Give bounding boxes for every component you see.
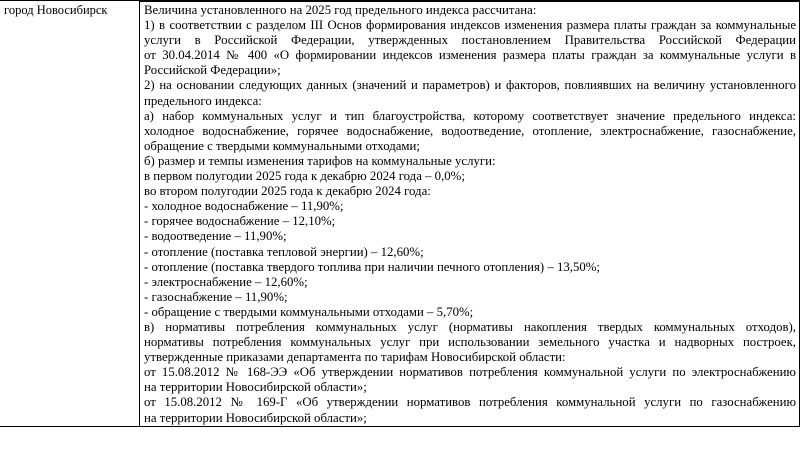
city-cell: город Новосибирск: [4, 3, 108, 17]
text-line: от 15.08.2012 № 168-ЭЭ «Об утверждении нормативов потребления коммунальной услуги по электроснабжению: [144, 365, 796, 380]
text-line: 2) на основании следующих данных (значений и параметров) и факторов, повлиявших на величину установленного: [144, 78, 796, 93]
text-line: утвержденные приказами департамента по тарифам Новосибирской области:: [144, 350, 566, 365]
text-line: в) нормативы потребления коммунальных услуг (нормативы накопления твердых коммунальных отходов),: [144, 319, 796, 334]
text-line: - отопление (поставка твердого топлива при наличии печного отопления) – 13,50%;: [144, 259, 600, 274]
text-line: 1) в соответствии с разделом III Основ формирования индексов изменения размера платы граждан за коммунальные: [144, 18, 796, 33]
column-divider: [139, 0, 140, 427]
text-line: предельного индекса:: [144, 93, 262, 108]
table-bottom-border: [0, 426, 800, 427]
text-line: услуги в Российской Федерации, утвержденных постановлением Правительства Российской Федерации: [144, 33, 796, 48]
text-line: - электроснабжение – 12,60%;: [144, 274, 308, 289]
text-line: от 15.08.2012 № 169-Г «Об утверждении нормативов потребления коммунальной услуги по газоснабжению: [144, 395, 796, 410]
text-line: - газоснабжение – 11,90%;: [144, 289, 288, 304]
text-line: обращение с твердыми коммунальными отходами;: [144, 138, 420, 153]
text-line: - отопление (поставка тепловой энергии) – 12,60%;: [144, 244, 424, 259]
text-line: на территории Новосибирской области»;: [144, 380, 367, 395]
text-line: на территории Новосибирской области»;: [144, 410, 367, 425]
text-line: Величина установленного на 2025 год предельного индекса рассчитана:: [144, 3, 537, 17]
text-line: нормативы потребления коммунальных услуг при использовании земельного участка и надворных построек,: [144, 335, 796, 350]
text-line: во втором полугодии 2025 года к декабрю 2024 года:: [144, 184, 431, 199]
index-description-cell: [144, 3, 796, 426]
text-line: - холодное водоснабжение – 11,90%;: [144, 199, 344, 214]
text-line: - горячее водоснабжение – 12,10%;: [144, 214, 336, 229]
text-line: в первом полугодии 2025 года к декабрю 2024 года – 0,0%;: [144, 169, 465, 184]
text-line: от 30.04.2014 № 400 «О формировании индексов изменения размера платы граждан за коммунальные услуги в: [144, 48, 796, 63]
row-separator: [139, 1, 800, 2]
text-line: - обращение с твердыми коммунальными отходами – 5,70%;: [144, 304, 474, 319]
text-line: Российской Федерации»;: [144, 63, 281, 78]
text-line: холодное водоснабжение, горячее водоснабжение, водоотведение, отопление, электроснабжение, газоснабжение,: [144, 123, 796, 138]
text-line: - водоотведение – 11,90%;: [144, 229, 287, 244]
text-line: б) размер и темпы изменения тарифов на коммунальные услуги:: [144, 153, 496, 168]
text-line: а) набор коммунальных услуг и тип благоустройства, которому соответствует значение предельного индекса:: [144, 108, 796, 123]
